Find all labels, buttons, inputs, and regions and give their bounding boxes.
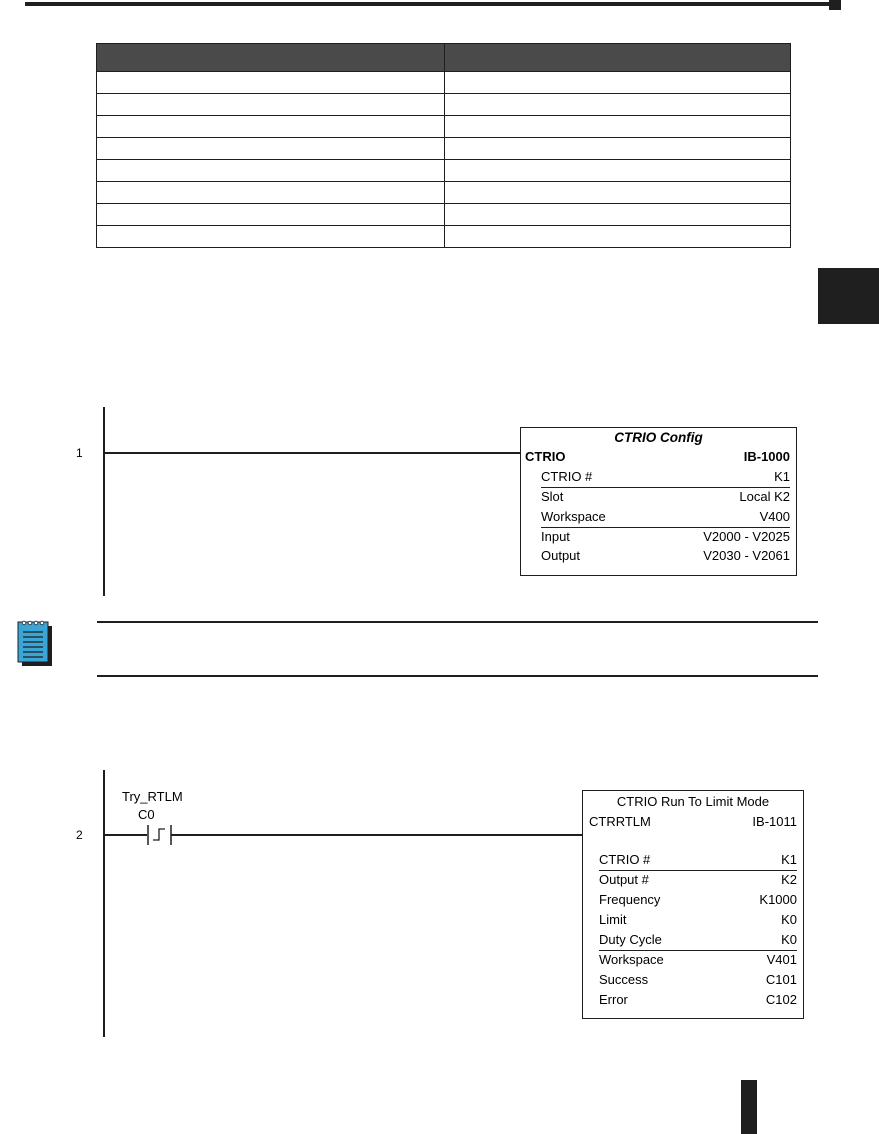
param-divider: [599, 950, 797, 951]
param-label: Limit: [599, 912, 627, 927]
param-value: V400: [759, 509, 790, 524]
box-title: CTRIO Run To Limit Mode: [616, 794, 770, 809]
param-divider: [541, 527, 790, 528]
box-instruction-name: CTRRTLM: [589, 814, 651, 829]
box-title: CTRIO Config: [614, 430, 703, 445]
param-value: V401: [766, 952, 797, 967]
rung-number: 1: [76, 446, 83, 460]
ctrio-run-to-limit-box[interactable]: [582, 790, 804, 1019]
rung-wire: [103, 834, 147, 836]
table-row: [97, 93, 790, 115]
table-row: [97, 115, 790, 137]
param-label: Success: [599, 972, 649, 987]
table-row: [97, 137, 790, 159]
param-value: K1: [781, 852, 797, 867]
param-label: Output #: [599, 872, 649, 887]
param-label: Workspace: [541, 509, 606, 524]
param-value: K1: [774, 469, 790, 484]
param-value: K0: [781, 932, 797, 947]
param-label: Input: [541, 529, 570, 544]
footer-marker: [741, 1080, 757, 1134]
param-value: Local K2: [739, 489, 790, 504]
rung-number: 2: [76, 828, 83, 842]
header-rule: [25, 2, 831, 6]
param-label: Frequency: [599, 892, 661, 907]
param-value: V2030 - V2061: [703, 548, 790, 563]
param-label: Output: [541, 548, 581, 563]
param-label: Duty Cycle: [599, 932, 662, 947]
rung-wire: [171, 834, 583, 836]
note-top-rule: [97, 621, 818, 623]
param-value: C102: [765, 992, 797, 1007]
table-row: [97, 181, 790, 203]
box-instruction-id: IB-1000: [743, 449, 790, 464]
param-value: V2000 - V2025: [703, 529, 790, 544]
parameter-table: [96, 43, 791, 248]
param-label: Error: [599, 992, 628, 1007]
param-value: C101: [765, 972, 797, 987]
note-icon: [8, 620, 60, 668]
chapter-tab: [818, 268, 879, 324]
table-row: [97, 159, 790, 181]
table-row: [97, 203, 790, 225]
param-value: K1000: [759, 892, 797, 907]
note-bottom-rule: [97, 675, 818, 677]
param-value: K2: [781, 872, 797, 887]
left-power-rail: [103, 407, 105, 596]
param-label: Workspace: [599, 952, 664, 967]
param-label: CTRIO #: [599, 852, 651, 867]
table-row: [97, 71, 790, 93]
param-divider: [599, 870, 797, 871]
box-instruction-name: CTRIO: [525, 449, 566, 464]
param-divider: [541, 487, 790, 488]
left-power-rail: [103, 770, 105, 1037]
contact-tag-name: Try_RTLM: [122, 789, 183, 804]
ctrio-config-box[interactable]: [520, 427, 797, 576]
param-value: K0: [781, 912, 797, 927]
param-label: CTRIO #: [541, 469, 593, 484]
contact-address: C0: [138, 807, 155, 822]
box-instruction-id: IB-1011: [752, 814, 797, 829]
param-label: Slot: [541, 489, 564, 504]
rung-wire: [103, 452, 521, 454]
header-marker: [829, 0, 841, 10]
table-row: [97, 225, 790, 247]
